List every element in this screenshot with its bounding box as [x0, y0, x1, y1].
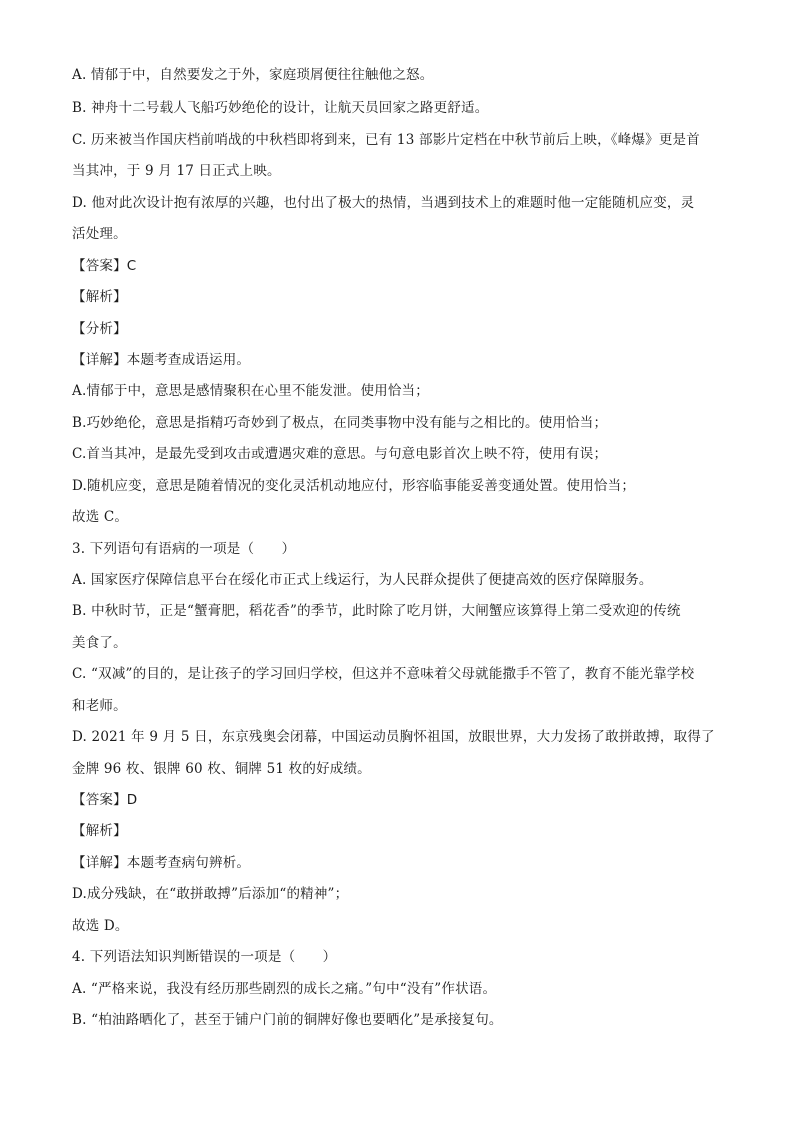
q3-explain-d: D.成分残缺，在“敢拼敢搏”后添加“的精神”； — [72, 886, 349, 902]
option-c-line-cont: 当其冲，于 9 月 17 日正式上映。 — [72, 163, 281, 179]
q3-option-c: C. “双减”的目的，是让孩子的学习回归学校，但这并不意味着父母就能撒手不管了，教育不能光靠学校 — [72, 666, 695, 682]
option-a-line: A. 情郁于中，自然要发之于外，家庭琐屑便往往触他之怒。 — [72, 67, 434, 83]
answer-label: 【答案】C — [72, 258, 137, 274]
question-3-stem: 3. 下列语句有语病的一项是（ ） — [72, 541, 296, 557]
q3-choice-conclusion: 故选 D。 — [72, 918, 129, 934]
q4-option-a: A. “严格来说，我没有经历那些剧烈的成长之痛。”句中“没有”作状语。 — [72, 981, 497, 997]
q4-option-b: B. “柏油路晒化了，甚至于铺户门前的铜牌好像也要晒化”是承接复句。 — [72, 1012, 503, 1028]
q3-option-b: B. 中秋时节，正是“蟹膏肥，稻花香”的季节，此时除了吃月饼，大闸蟹应该算得上第二受欢迎的传统 — [72, 603, 681, 619]
explain-c: C.首当其冲，是最先受到攻击或遭遇灾难的意思。与句意电影首次上映不符，使用有误； — [72, 446, 608, 462]
q3-analysis-heading: 【解析】 — [72, 823, 127, 839]
option-b-line: B. 神舟十二号载人飞船巧妙绝伦的设计，让航天员回家之路更舒适。 — [72, 100, 489, 116]
q3-option-d: D. 2021 年 9 月 5 日，东京残奥会闭幕，中国运动员胸怀祖国，放眼世界，大力发扬了敢拼敢搏，取得了 — [72, 729, 715, 745]
q3-answer-label: 【答案】D — [72, 792, 138, 808]
analysis-heading: 【解析】 — [72, 289, 127, 305]
option-d-line-cont: 活处理。 — [72, 226, 127, 242]
q3-option-c-cont: 和老师。 — [72, 698, 127, 714]
q3-option-d-cont: 金牌 96 枚、银牌 60 枚、铜牌 51 枚的好成绩。 — [72, 761, 371, 777]
q3-option-b-cont: 美食了。 — [72, 635, 127, 651]
fenxi-heading: 【分析】 — [72, 321, 127, 337]
option-d-line: D. 他对此次设计抱有浓厚的兴趣，也付出了极大的热情，当遇到技术上的难题时他一定能随机应变，灵 — [72, 195, 695, 211]
explain-a: A.情郁于中，意思是感情聚积在心里不能发泄。使用恰当； — [72, 383, 429, 399]
q3-option-a: A. 国家医疗保障信息平台在绥化市正式上线运行，为人民群众提供了便捷高效的医疗保障服务。 — [72, 572, 653, 588]
option-c-line: C. 历来被当作国庆档前哨战的中秋档即将到来，已有 13 部影片定档在中秋节前后上映，《峰爆》更是首 — [72, 132, 700, 148]
detail-intro: 【详解】本题考查成语运用。 — [72, 352, 251, 368]
q3-detail-intro: 【详解】本题考查病句辨析。 — [72, 855, 251, 871]
explain-b: B.巧妙绝伦，意思是指精巧奇妙到了极点，在同类事物中没有能与之相比的。使用恰当； — [72, 415, 608, 431]
choice-conclusion: 故选 C。 — [72, 509, 129, 525]
explain-d: D.随机应变，意思是随着情况的变化灵活机动地应付，形容临事能妥善变通处置。使用恰当； — [72, 478, 636, 494]
question-4-stem: 4. 下列语法知识判断错误的一项是（ ） — [72, 949, 337, 965]
